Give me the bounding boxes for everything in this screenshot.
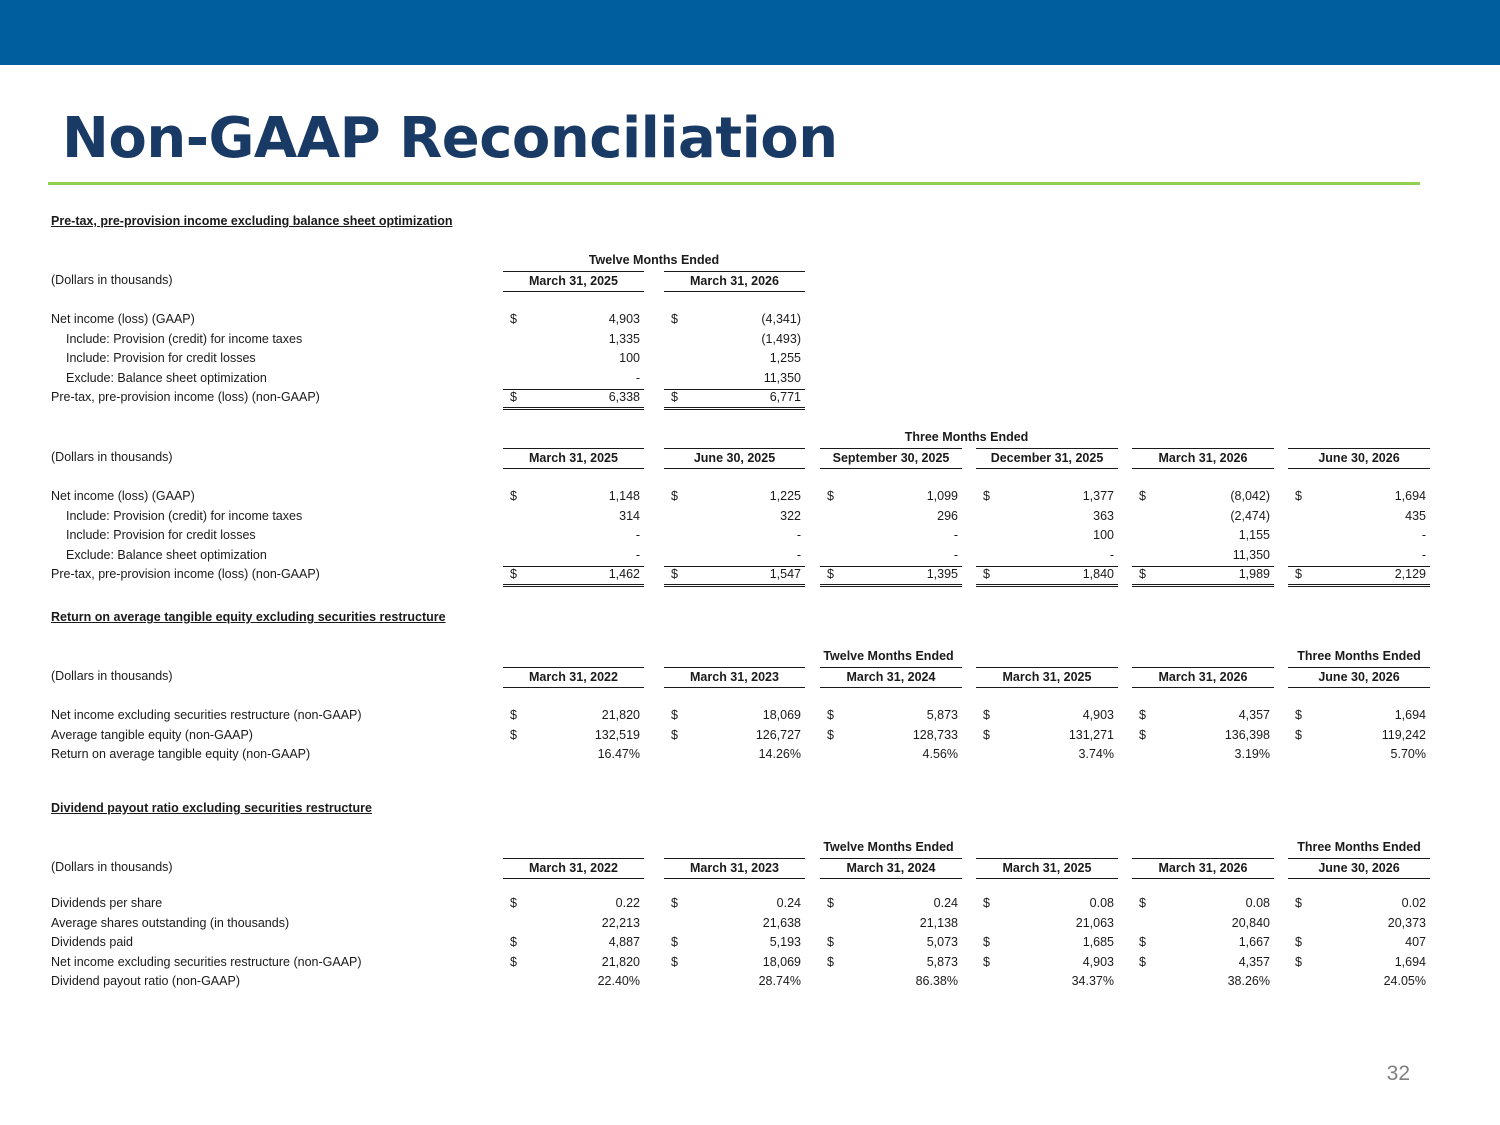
title-underline (48, 182, 1420, 185)
column-group-header: Three Months Ended (1297, 840, 1421, 854)
column-header: September 30, 2025 (820, 448, 962, 469)
column-header: March 31, 2022 (503, 858, 644, 879)
currency-symbol: $ (827, 954, 834, 969)
column-group-header: Twelve Months Ended (588, 253, 720, 267)
currency-symbol: $ (1295, 489, 1302, 503)
table-cell-value: 4.56% (922, 747, 958, 761)
column-header: March 31, 2025 (976, 858, 1118, 879)
table-cell-value: 20,373 (1387, 915, 1426, 930)
table-cell-value: 4,887 (608, 935, 640, 949)
table-cell-value: 128,733 (912, 727, 958, 742)
column-group-header: Twelve Months Ended (823, 840, 954, 854)
table-cell-value: 1,148 (608, 489, 640, 503)
table-cell-value: (8,042) (1230, 489, 1270, 503)
column-header: March 31, 2022 (503, 667, 644, 688)
section-title-pretax: Pre-tax, pre-provision income excluding balance sheet optimization (51, 214, 453, 228)
table-cell-value: 2,129 (1394, 567, 1426, 581)
table-cell-value: 136,398 (1224, 727, 1270, 742)
currency-symbol: $ (510, 390, 517, 404)
currency-symbol: $ (510, 954, 517, 969)
table-cell-value: 119,242 (1381, 727, 1426, 742)
table-cell-value: 11,350 (763, 370, 801, 385)
table-cell-value: 21,638 (762, 915, 801, 930)
currency-symbol: $ (1139, 935, 1146, 949)
currency-symbol: $ (671, 935, 678, 949)
units-label: (Dollars in thousands) (51, 450, 173, 464)
currency-symbol: $ (510, 935, 517, 949)
currency-symbol: $ (983, 954, 990, 969)
page-number: 32 (1386, 1062, 1410, 1085)
currency-symbol: $ (827, 567, 834, 581)
table-cell-value: 3.19% (1234, 747, 1270, 761)
table-cell-value: 5,193 (769, 935, 801, 949)
table-cell-value: 86.38% (915, 974, 958, 988)
currency-symbol: $ (671, 954, 678, 969)
top-banner (0, 0, 1500, 65)
currency-symbol: $ (1295, 567, 1302, 581)
currency-symbol: $ (983, 935, 990, 949)
column-header: March 31, 2024 (820, 858, 962, 879)
column-header: June 30, 2026 (1288, 448, 1430, 469)
column-header: March 31, 2026 (1132, 448, 1274, 469)
row-label: Average tangible equity (non-GAAP) (51, 727, 253, 742)
column-header: March 31, 2025 (976, 667, 1118, 688)
table-cell-value: 34.37% (1071, 974, 1114, 988)
table-cell-value: 22.40% (597, 974, 640, 988)
row-label: Include: Provision (credit) for income taxes (66, 331, 303, 346)
currency-symbol: $ (1295, 935, 1302, 949)
table-cell-value: 1,335 (608, 331, 640, 346)
currency-symbol: $ (510, 567, 517, 581)
table-cell-value: 14.26% (758, 747, 801, 761)
units-label: (Dollars in thousands) (51, 669, 173, 683)
table-cell-value: 0.24 (933, 896, 958, 910)
table-cell-value: 100 (619, 351, 640, 365)
currency-symbol: $ (1139, 489, 1146, 503)
table-cell-value: - (1421, 528, 1426, 542)
table-cell-value: 4,357 (1238, 954, 1270, 969)
column-group-header: Three Months Ended (1297, 649, 1421, 663)
column-group-header: Three Months Ended (904, 430, 1029, 444)
row-label: Net income excluding securities restructure (non-GAAP) (51, 954, 362, 969)
column-header: December 31, 2025 (976, 448, 1118, 469)
table-cell-value: 1,685 (1082, 935, 1114, 949)
currency-symbol: $ (983, 708, 990, 722)
row-label: Pre-tax, pre-provision income (loss) (non-GAAP) (51, 567, 320, 581)
row-label: Include: Provision for credit losses (66, 528, 256, 542)
table-cell-value: - (635, 528, 640, 542)
table-cell-value: 1,667 (1238, 935, 1270, 949)
table-cell-value: 1,547 (769, 567, 801, 581)
table-cell-value: 21,138 (919, 915, 958, 930)
table-cell-value: 5,073 (926, 935, 958, 949)
table-cell-value: 18,069 (762, 708, 801, 722)
column-header: March 31, 2024 (820, 667, 962, 688)
table-cell-value: 24.05% (1383, 974, 1426, 988)
currency-symbol: $ (671, 567, 678, 581)
table-cell-value: 132,519 (594, 727, 640, 742)
column-header: March 31, 2026 (1132, 667, 1274, 688)
row-label: Average shares outstanding (in thousands) (51, 915, 290, 930)
table-cell-value: 5,873 (926, 708, 958, 722)
currency-symbol: $ (1139, 954, 1146, 969)
table-cell-value: 363 (1093, 508, 1114, 523)
currency-symbol: $ (983, 567, 990, 581)
currency-symbol: $ (671, 727, 678, 742)
currency-symbol: $ (827, 935, 834, 949)
table-cell-value: 38.26% (1227, 974, 1270, 988)
currency-symbol: $ (671, 390, 678, 404)
table-cell-value: - (635, 370, 640, 385)
table-cell-value: 21,063 (1075, 915, 1114, 930)
row-label: Include: Provision (credit) for income taxes (66, 508, 303, 523)
column-header: March 31, 2026 (664, 271, 805, 292)
currency-symbol: $ (671, 312, 678, 326)
currency-symbol: $ (1295, 954, 1302, 969)
table-cell-value: 6,771 (769, 390, 801, 404)
column-header: June 30, 2025 (664, 448, 805, 469)
row-label: Pre-tax, pre-provision income (loss) (non-GAAP) (51, 390, 320, 404)
currency-symbol: $ (671, 896, 678, 910)
column-header: March 31, 2023 (664, 667, 805, 688)
table-cell-value: 1,225 (769, 489, 801, 503)
table-cell-value: 0.02 (1401, 896, 1426, 910)
table-cell-value: - (953, 528, 958, 542)
currency-symbol: $ (827, 489, 834, 503)
column-header: March 31, 2023 (664, 858, 805, 879)
currency-symbol: $ (510, 312, 517, 326)
table-cell-value: 1,155 (1238, 528, 1270, 542)
currency-symbol: $ (671, 708, 678, 722)
currency-symbol: $ (1139, 727, 1146, 742)
table-cell-value: 0.22 (615, 896, 640, 910)
table-cell-value: 4,903 (1082, 708, 1114, 722)
table-cell-value: - (796, 547, 801, 562)
table-cell-value: - (635, 547, 640, 562)
currency-symbol: $ (1139, 896, 1146, 910)
table-cell-value: 11,350 (1232, 547, 1270, 562)
table-cell-value: 0.08 (1245, 896, 1270, 910)
table-cell-value: 407 (1405, 935, 1426, 949)
column-header: March 31, 2026 (1132, 858, 1274, 879)
section-title-dividend-payout: Dividend payout ratio excluding securities restructure (51, 801, 372, 815)
currency-symbol: $ (1139, 708, 1146, 722)
table-cell-value: 4,903 (608, 312, 640, 326)
table-cell-value: 1,694 (1394, 954, 1426, 969)
table-cell-value: 1,395 (926, 567, 958, 581)
table-cell-value: 1,694 (1394, 708, 1426, 722)
units-label: (Dollars in thousands) (51, 273, 173, 287)
table-cell-value: (4,341) (761, 312, 801, 326)
table-cell-value: (2,474) (1230, 508, 1270, 523)
table-cell-value: 126,727 (755, 727, 801, 742)
table-cell-value: 1,694 (1394, 489, 1426, 503)
column-header: March 31, 2025 (503, 271, 644, 292)
units-label: (Dollars in thousands) (51, 860, 173, 874)
table-cell-value: 296 (937, 508, 958, 523)
column-header: March 31, 2025 (503, 448, 644, 469)
table-cell-value: 435 (1405, 508, 1426, 523)
column-header: June 30, 2026 (1288, 858, 1430, 879)
currency-symbol: $ (827, 708, 834, 722)
table-cell-value: 16.47% (597, 747, 640, 761)
table-cell-value: 28.74% (758, 974, 801, 988)
table-cell-value: 22,213 (601, 915, 640, 930)
table-cell-value: - (953, 547, 958, 562)
table-cell-value: 0.24 (776, 896, 801, 910)
currency-symbol: $ (510, 489, 517, 503)
column-group-header: Twelve Months Ended (823, 649, 954, 663)
table-cell-value: 18,069 (762, 954, 801, 969)
table-cell-value: 6,338 (608, 390, 640, 404)
currency-symbol: $ (983, 896, 990, 910)
row-label: Net income (loss) (GAAP) (51, 489, 195, 503)
row-label: Net income excluding securities restructure (non-GAAP) (51, 708, 362, 722)
table-cell-value: 20,840 (1231, 915, 1270, 930)
table-cell-value: 322 (780, 508, 801, 523)
table-cell-value: 5.70% (1390, 747, 1426, 761)
table-cell-value: - (1421, 547, 1426, 562)
table-cell-value: 3.74% (1078, 747, 1114, 761)
row-label: Dividend payout ratio (non-GAAP) (51, 974, 240, 988)
table-cell-value: 1,377 (1082, 489, 1114, 503)
currency-symbol: $ (983, 727, 990, 742)
row-label: Include: Provision for credit losses (66, 351, 256, 365)
row-label: Exclude: Balance sheet optimization (66, 547, 267, 562)
row-label: Dividends per share (51, 896, 163, 910)
currency-symbol: $ (827, 727, 834, 742)
currency-symbol: $ (1139, 567, 1146, 581)
table-cell-value: 1,099 (926, 489, 958, 503)
currency-symbol: $ (510, 727, 517, 742)
table-cell-value: 4,903 (1082, 954, 1114, 969)
table-cell-value: (1,493) (761, 331, 801, 346)
currency-symbol: $ (827, 896, 834, 910)
page-title: Non-GAAP Reconciliation (62, 106, 838, 171)
table-cell-value: 100 (1093, 528, 1114, 542)
row-label: Return on average tangible equity (non-GAAP) (51, 747, 311, 761)
section-title-return-on-equity: Return on average tangible equity excluding securities restructure (51, 610, 446, 624)
table-cell-value: 131,271 (1068, 727, 1114, 742)
table-cell-value: 1,255 (769, 351, 801, 365)
table-cell-value: 21,820 (601, 954, 640, 969)
currency-symbol: $ (671, 489, 678, 503)
table-cell-value: - (796, 528, 801, 542)
table-cell-value: 314 (619, 508, 640, 523)
table-cell-value: 21,820 (601, 708, 640, 722)
table-cell-value: 1,840 (1082, 567, 1114, 581)
table-cell-value: 0.08 (1089, 896, 1114, 910)
currency-symbol: $ (510, 896, 517, 910)
table-cell-value: 5,873 (926, 954, 958, 969)
table-cell-value: 4,357 (1238, 708, 1270, 722)
currency-symbol: $ (1295, 708, 1302, 722)
currency-symbol: $ (1295, 896, 1302, 910)
table-cell-value: 1,989 (1238, 567, 1270, 581)
currency-symbol: $ (983, 489, 990, 503)
row-label: Exclude: Balance sheet optimization (66, 370, 267, 385)
row-label: Net income (loss) (GAAP) (51, 312, 195, 326)
table-cell-value: - (1109, 547, 1114, 562)
row-label: Dividends paid (51, 935, 133, 949)
table-cell-value: 1,462 (608, 567, 640, 581)
column-header: June 30, 2026 (1288, 667, 1430, 688)
currency-symbol: $ (1295, 727, 1302, 742)
currency-symbol: $ (510, 708, 517, 722)
